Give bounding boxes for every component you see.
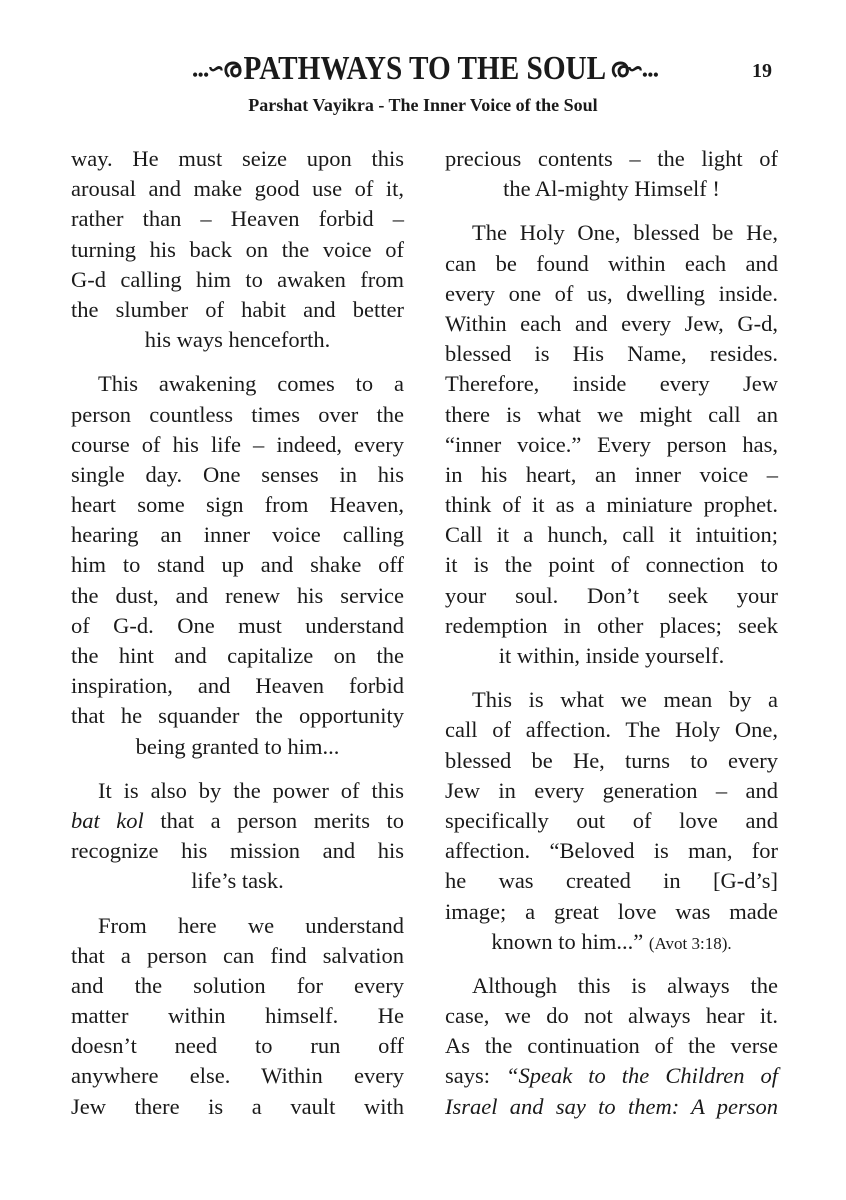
text-segment: can be found within each and — [445, 250, 778, 276]
text-segment: there is what we might call an — [445, 401, 778, 427]
text-line — [71, 701, 404, 731]
left-column — [71, 144, 404, 1136]
text-line — [71, 866, 404, 896]
text-line — [445, 490, 778, 520]
text-segment: person countless times over the — [71, 401, 404, 427]
text-line — [71, 430, 404, 460]
text-segment: call of affection. The Holy One, — [445, 717, 778, 743]
text-line — [445, 430, 778, 460]
text-segment: inspiration, and Heaven forbid — [71, 673, 404, 699]
text-segment: anywhere else. Within every — [71, 1063, 404, 1089]
text-line — [445, 641, 778, 671]
text-segment: Israel and say to them: A person — [445, 1093, 778, 1119]
text-segment: your soul. Don’t seek your — [445, 582, 778, 608]
text-line — [71, 144, 404, 174]
text-line — [71, 1061, 404, 1091]
book-title-line — [130, 50, 720, 88]
text-segment: that a person can find salvation — [71, 942, 404, 968]
text-line — [71, 174, 404, 204]
text-line — [71, 941, 404, 971]
text-line — [445, 715, 778, 745]
text-segment: blessed be He, turns to every — [445, 747, 778, 773]
text-line — [71, 971, 404, 1001]
book-title: PATHWAYS TO THE SOUL — [243, 50, 607, 87]
text-segment: known to him...” — [491, 928, 649, 954]
text-segment: Call it a hunch, call it intuition; — [445, 522, 778, 548]
paragraph — [71, 144, 404, 355]
text-segment: As the continuation of the verse — [445, 1033, 778, 1059]
running-header — [0, 48, 846, 98]
text-line — [71, 520, 404, 550]
text-line — [71, 490, 404, 520]
text-line — [445, 806, 778, 836]
text-segment: bat kol — [71, 807, 144, 833]
text-segment: Jew in every generation – and — [445, 777, 778, 803]
text-line — [445, 1061, 778, 1091]
text-segment: of G-d. One must understand — [71, 612, 404, 638]
text-line — [445, 581, 778, 611]
text-line — [71, 911, 404, 941]
paragraph — [445, 971, 778, 1122]
text-segment: matter within himself. He — [71, 1003, 404, 1029]
text-segment: the dust, and renew his service — [71, 582, 404, 608]
text-segment: it is the point of connection to — [445, 552, 778, 578]
text-segment: precious contents – the light of — [445, 146, 778, 171]
text-line — [445, 174, 778, 204]
text-line — [71, 460, 404, 490]
text-segment: says: — [445, 1063, 507, 1089]
text-segment: life’s task. — [191, 868, 284, 894]
text-line — [445, 144, 778, 174]
text-line — [71, 325, 404, 355]
text-segment: redemption in other places; seek — [445, 612, 778, 638]
text-line — [71, 295, 404, 325]
text-segment: Jew there is a vault with — [71, 1093, 404, 1119]
text-line — [71, 1031, 404, 1061]
text-segment: blessed is His Name, resides. — [445, 341, 778, 367]
text-segment: specifically out of love and — [445, 807, 778, 833]
text-line — [445, 369, 778, 399]
text-line — [71, 732, 404, 762]
right-column — [445, 144, 778, 1136]
paragraph — [445, 685, 778, 957]
paragraph — [71, 369, 404, 761]
text-segment: heart some sign from Heaven, — [71, 492, 404, 518]
page-number: 19 — [752, 60, 772, 82]
text-line — [71, 611, 404, 641]
text-line — [445, 746, 778, 776]
text-segment: It is also by the power of this — [98, 777, 404, 803]
text-segment: image; a great love was made — [445, 898, 778, 924]
text-segment: and the solution for every — [71, 972, 404, 998]
text-line — [445, 339, 778, 369]
text-line — [445, 866, 778, 896]
text-segment: hearing an inner voice calling — [71, 522, 404, 548]
text-line — [71, 400, 404, 430]
text-line — [445, 927, 778, 957]
text-line — [71, 836, 404, 866]
text-segment: way. He must seize upon this — [71, 146, 404, 171]
text-line — [445, 685, 778, 715]
text-line — [445, 400, 778, 430]
text-line — [71, 265, 404, 295]
text-segment: rather than – Heaven forbid – — [71, 206, 404, 232]
text-line — [445, 611, 778, 641]
text-segment: Within each and every Jew, G-d, — [445, 310, 778, 336]
text-segment: in his heart, an inner voice – — [445, 461, 778, 487]
text-line — [445, 309, 778, 339]
text-segment: the Al-mighty Himself ! — [503, 176, 720, 202]
left-ornament-icon: ...∽ര — [191, 53, 241, 83]
text-line — [445, 1092, 778, 1122]
text-segment: that he squander the opportunity — [71, 703, 404, 729]
text-line — [445, 776, 778, 806]
text-segment: case, we do not always hear it. — [445, 1003, 778, 1029]
text-line — [71, 806, 404, 836]
text-segment: From here we understand — [98, 912, 404, 938]
text-line — [445, 1001, 778, 1031]
text-line — [71, 235, 404, 265]
text-line — [71, 369, 404, 399]
text-segment: (Avot 3:18). — [648, 933, 732, 953]
text-line — [445, 550, 778, 580]
text-line — [71, 671, 404, 701]
text-segment: he was created in [G-d’s] — [445, 868, 778, 894]
text-segment: single day. One senses in his — [71, 461, 404, 487]
text-segment: turning his back on the voice of — [71, 236, 404, 262]
text-segment: arousal and make good use of it, — [71, 176, 404, 202]
text-segment: the hint and capitalize on the — [71, 643, 404, 668]
text-line — [71, 204, 404, 234]
paragraph — [71, 776, 404, 897]
text-segment: This is what we mean by a — [472, 687, 778, 713]
text-line — [71, 1001, 404, 1031]
text-segment: every one of us, dwelling inside. — [445, 280, 778, 306]
paragraph — [71, 911, 404, 1122]
text-segment: his ways henceforth. — [144, 327, 331, 353]
text-segment: doesn’t need to run off — [71, 1033, 404, 1059]
text-segment: G-d calling him to awaken from — [71, 266, 404, 292]
text-segment: it within, inside yourself. — [498, 643, 725, 668]
chapter-subtitle: Parshat Vayikra - The Inner Voice of the Soul — [248, 95, 598, 115]
text-segment: “inner voice.” Every person has, — [445, 431, 778, 457]
paragraph — [445, 144, 778, 204]
text-segment: “Speak to the Children of — [506, 1063, 779, 1089]
text-segment: The Holy One, blessed be He, — [472, 220, 778, 246]
text-segment: Therefore, inside every Jew — [445, 371, 778, 397]
text-line — [71, 1092, 404, 1122]
text-line — [71, 641, 404, 671]
text-line — [445, 971, 778, 1001]
paragraph — [445, 218, 778, 671]
text-segment: that a person merits to — [143, 807, 404, 833]
text-line — [445, 520, 778, 550]
text-line — [445, 279, 778, 309]
text-segment: think of it as a miniature prophet. — [445, 492, 778, 518]
text-line — [71, 776, 404, 806]
text-line — [445, 218, 778, 248]
text-line — [71, 581, 404, 611]
text-line — [445, 1031, 778, 1061]
text-line — [445, 897, 778, 927]
right-ornament-icon: ര∽... — [609, 53, 659, 83]
text-segment: recognize his mission and his — [71, 838, 404, 864]
text-line — [445, 249, 778, 279]
text-segment: affection. “Beloved is man, for — [445, 838, 778, 864]
text-segment: course of his life – indeed, every — [71, 431, 404, 457]
text-line — [445, 836, 778, 866]
text-segment: being granted to him... — [135, 733, 340, 759]
text-line — [445, 460, 778, 490]
text-segment: the slumber of habit and better — [71, 296, 404, 322]
text-segment: Although this is always the — [472, 972, 778, 998]
text-segment: This awakening comes to a — [98, 371, 404, 397]
text-segment: him to stand up and shake off — [71, 552, 404, 578]
text-line — [71, 550, 404, 580]
